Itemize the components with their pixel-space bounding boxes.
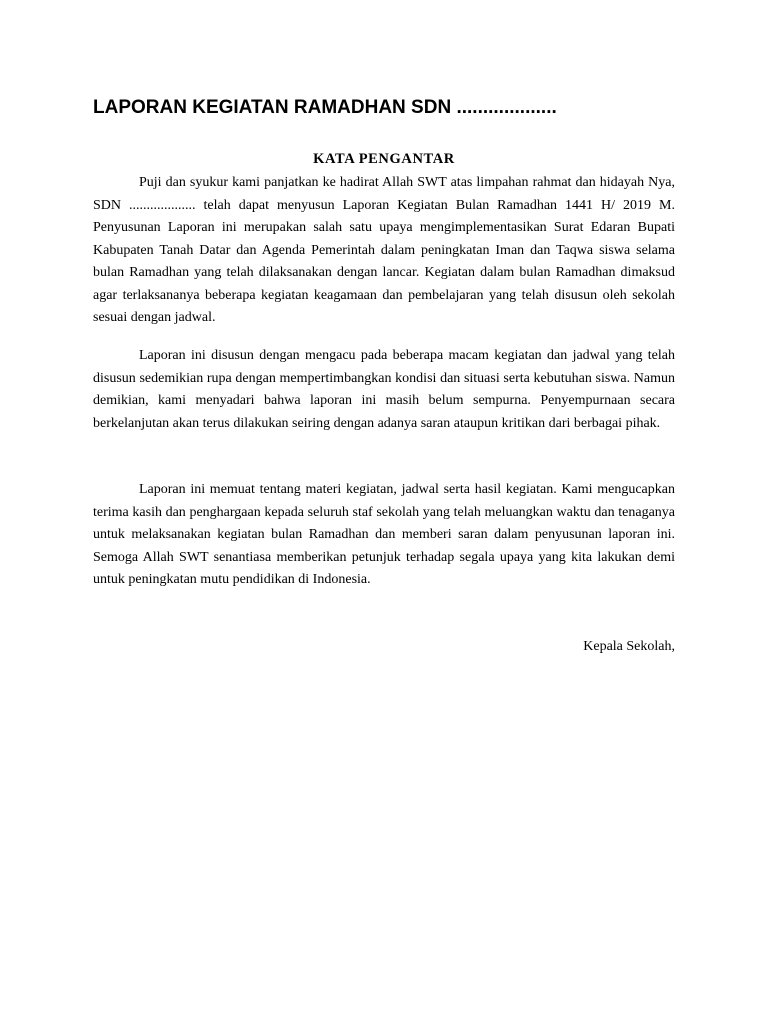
paragraph-2: Laporan ini disusun dengan mengacu pada beberapa macam kegiatan dan jadwal yang telah disusun sedemikian rupa dengan mempertimbangkan kondisi dan situasi serta kebutuhan siswa. Namun demikian, kami menyadari bahwa laporan ini masih belum sempurna. Penyempurnaan secara berkelanjutan akan terus dilakukan seiring dengan adanya saran ataupun kritikan dari berbagai pihak. [93, 348, 675, 431]
paragraph-1: Puji dan syukur kami panjatkan ke hadirat Allah SWT atas limpahan rahmat dan hidayah Nya, SDN ................... telah dapat menyusun Laporan Kegiatan Bulan Ramadhan 1441 H/ 2019 M. Penyusunan Laporan ini merupakan salah satu upaya mengimplementasikan Surat Edaran Bupati Kabupaten Tanah Datar dan Agenda Pemerintah dalam peningkatan Iman dan Taqwa siswa selama bulan Ramadhan yang telah dilaksanakan dengan lancar. Kegiatan dalam bulan Ramadhan dimaksud agar terlaksananya beberapa kegiatan keagamaan dan pembelajaran yang telah disusun oleh sekolah sesuai dengan jadwal. [93, 175, 675, 325]
paragraph-3: Laporan ini memuat tentang materi kegiatan, jadwal serta hasil kegiatan. Kami mengucapkan terima kasih dan penghargaan kepada seluruh staf sekolah yang telah meluangkan waktu dan tenaganya untuk melaksanakan kegiatan bulan Ramadhan dan memberi saran dalam penyusunan laporan ini. Semoga Allah SWT senantiasa memberikan petunjuk terhadap segala upaya yang kita lakukan demi untuk peningkatan mutu pendidikan di Indonesia. [93, 482, 675, 587]
document-title: LAPORAN KEGIATAN RAMADHAN SDN ................... [93, 97, 557, 118]
signature-label: Kepala Sekolah, [583, 639, 675, 654]
section-heading: KATA PENGANTAR [313, 151, 455, 167]
